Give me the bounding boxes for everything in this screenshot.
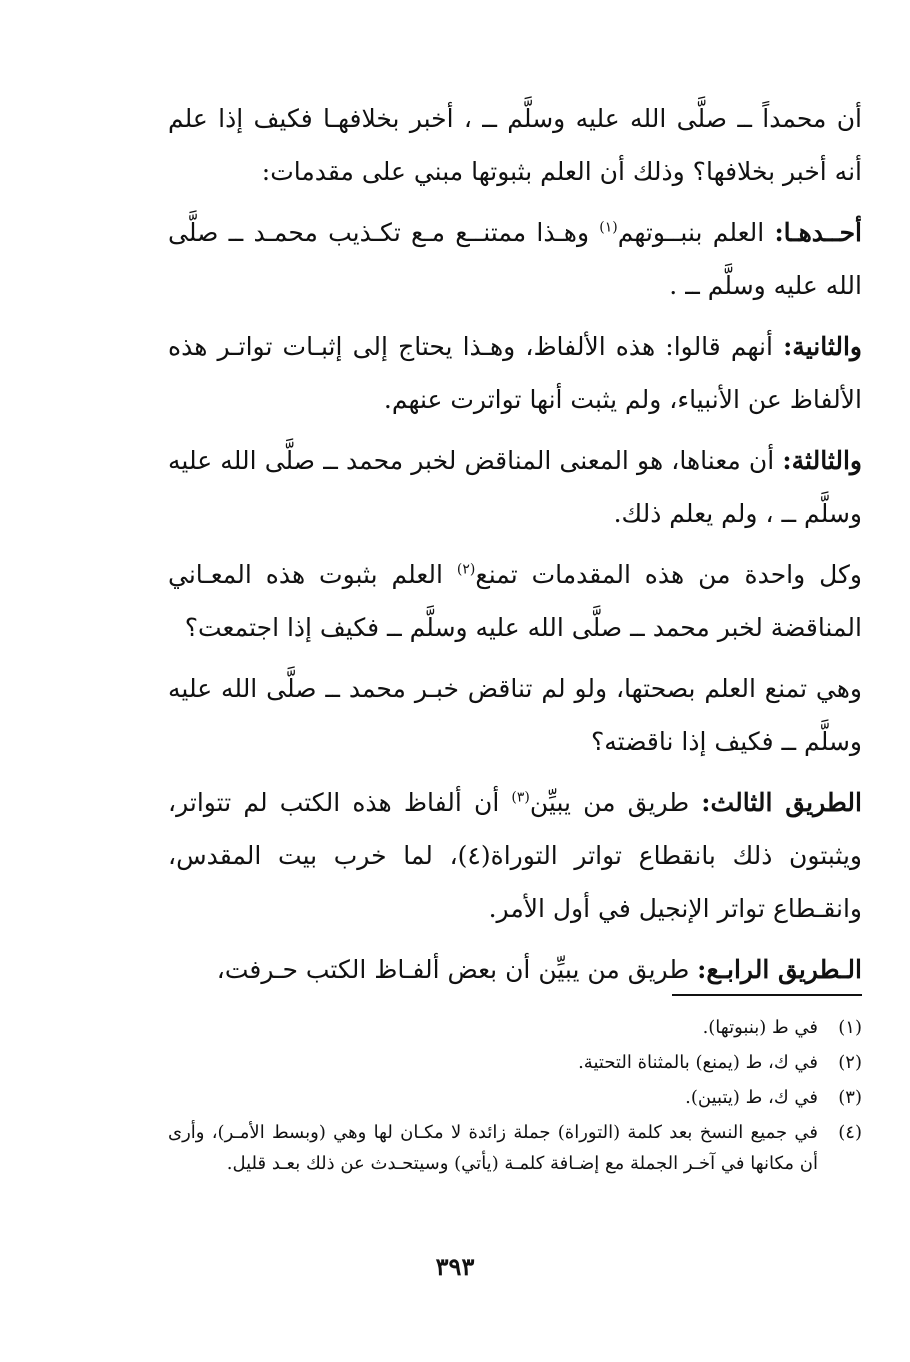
paragraph-3 <box>168 320 862 426</box>
footnote-text: في ط (بنبوتها). <box>702 1017 818 1038</box>
footnote-1 <box>168 1012 862 1043</box>
paragraph-text: طريق من يبيِّن أن بعض ألفـاظ الكتب حـرفت، <box>216 955 698 984</box>
footnote-text: في ك، ط (يمنع) بالمثناة التحتية. <box>578 1052 818 1073</box>
main-text <box>168 92 862 1004</box>
paragraph-text-continued: العلم بثبوت هذه المعـاني المناقضة لخبر محمد ــ صلَّى الله عليه وسلَّم ــ فكيف إذا اجتمعت؟ <box>168 560 862 642</box>
footnote-number: (١) <box>838 1017 862 1038</box>
paragraph-text-continued: أن ألفاظ هذه الكتب لم تتواتر، ويثبتون ذلك بانقطاع تواتر التوراة(٤)، لما خرب بيت المقدس، وانقـطاع تواتر الإنجيل في أول الأمر. <box>168 788 862 923</box>
paragraph-lead: الطريق الثالث: <box>701 788 862 817</box>
paragraph-4 <box>168 434 862 540</box>
footnote-2 <box>168 1047 862 1078</box>
page-number: ٣٩٣ <box>435 1252 475 1281</box>
paragraph-lead: والثالثة: <box>782 446 862 475</box>
paragraph-text: أن محمداً ــ صلَّى الله عليه وسلَّم ــ ، أخبر بخلافهـا فكيف إذا علم أنه أخبر بخلافها؟ وذلك أن العلم بثبوتها مبني على مقدمات: <box>168 104 862 186</box>
footnote-3 <box>168 1082 862 1113</box>
footnote-number: (٤) <box>838 1122 862 1143</box>
paragraph-6 <box>168 662 862 768</box>
paragraph-lead: أحــدهـا: <box>774 218 862 247</box>
footnote-ref-1: (١) <box>599 219 618 236</box>
paragraph-text: وكل واحدة من هذه المقدمات تمنع <box>475 560 862 589</box>
paragraph-5 <box>168 548 862 654</box>
footnote-4 <box>168 1117 862 1179</box>
paragraph-text: طريق من يبيِّن <box>529 788 702 817</box>
paragraph-text: العلم بنبــوتهم <box>617 218 775 247</box>
paragraph-7 <box>168 776 862 935</box>
footnote-divider <box>672 994 862 996</box>
footnote-number: (٣) <box>838 1087 862 1108</box>
paragraph-text: أن معناها، هو المعنى المناقض لخبر محمد ــ صلَّى الله عليه وسلَّم ــ ، ولم يعلم ذلك. <box>168 446 862 528</box>
paragraph-lead: الـطريق الرابـع: <box>697 955 862 984</box>
footnote-text: في ك، ط (يتبين). <box>685 1087 818 1108</box>
paragraph-2 <box>168 206 862 312</box>
paragraph-text-continued: وهـذا ممتنــع مـع تكـذيب محمـد ــ صلَّى الله عليه وسلَّم ــ . <box>168 218 862 300</box>
paragraph-text: أنهم قالوا: هذه الألفاظ، وهـذا يحتاج إلى إثبـات تواتـر هذه الألفاظ عن الأنبياء، ولم يثبت أنها تواترت عنهم. <box>168 332 862 414</box>
paragraph-8 <box>168 943 862 996</box>
paragraph-lead: والثانية: <box>783 332 862 361</box>
footnote-ref-2: (٢) <box>456 561 476 578</box>
footnote-text: في جميع النسخ بعد كلمة (التوراة) جملة زائدة لا مكـان لها وهي (وبسط الأمـر)، وأرى أن مكانها في آخـر الجملة مع إضـافة كلمـة (يأتي) وسيتحـدث عن ذلك بعـد قليل. <box>168 1122 818 1174</box>
footnote-number: (٢) <box>838 1052 862 1073</box>
paragraph-text: وهي تمنع العلم بصحتها، ولو لم تناقض خبـر محمد ــ صلَّى الله عليه وسلَّم ــ فكيف إذا ناقضته؟ <box>168 674 862 756</box>
paragraph-1 <box>168 92 862 198</box>
footnotes <box>168 1012 862 1183</box>
footnote-ref-3: (٣) <box>511 789 530 806</box>
